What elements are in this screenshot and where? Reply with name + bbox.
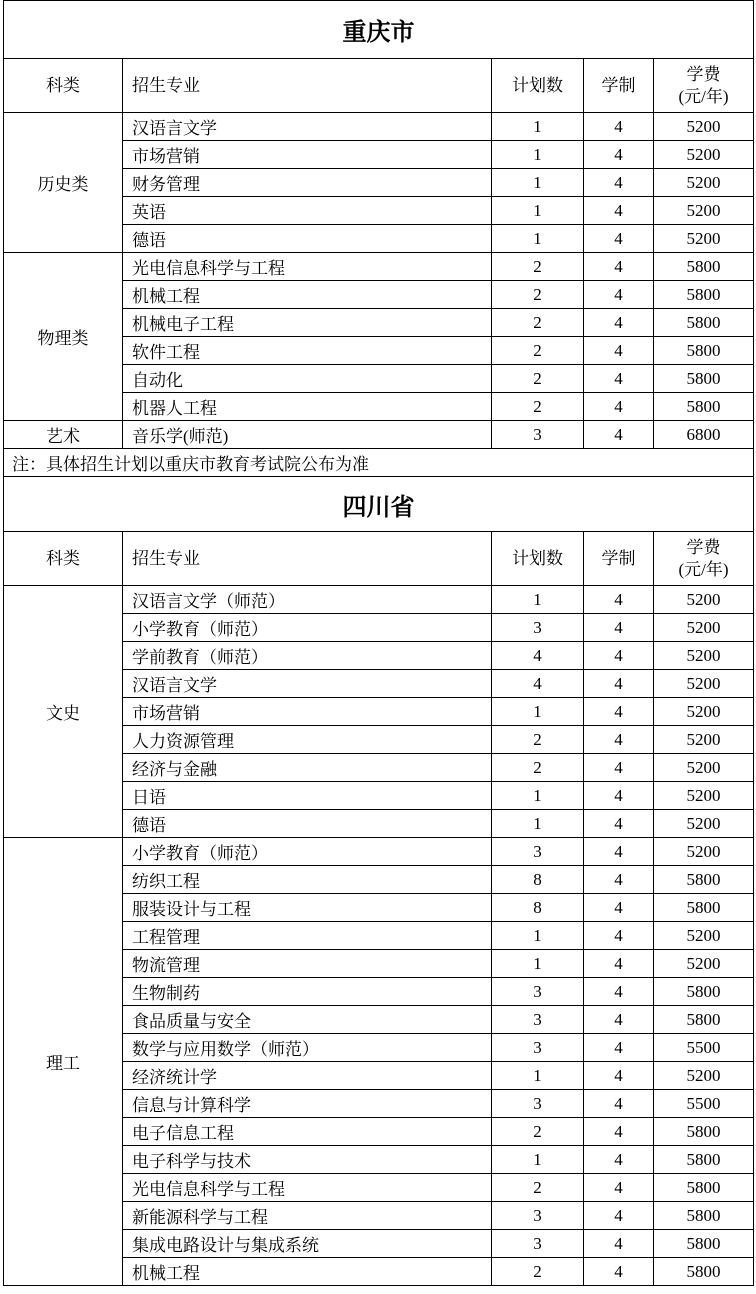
- years-cell: 4: [584, 309, 654, 337]
- fee-cell: 6800: [654, 421, 754, 449]
- major-cell: 电子科学与技术: [123, 1146, 492, 1174]
- note-text: 注：具体招生计划以重庆市教育考试院公布为准: [4, 449, 754, 477]
- fee-cell: 5800: [654, 309, 754, 337]
- years-cell: 4: [584, 253, 654, 281]
- major-cell: 机器人工程: [123, 393, 492, 421]
- plan-cell: 2: [492, 365, 584, 393]
- plan-cell: 1: [492, 782, 584, 810]
- admission-plan-table: [3, 0, 754, 1286]
- fee-cell: 5200: [654, 614, 754, 642]
- plan-cell: 3: [492, 1230, 584, 1258]
- years-cell: 4: [584, 1258, 654, 1286]
- years-cell: 4: [584, 1062, 654, 1090]
- fee-cell: 5800: [654, 337, 754, 365]
- table-row: [4, 113, 754, 141]
- years-cell: 4: [584, 866, 654, 894]
- years-cell: 4: [584, 1118, 654, 1146]
- major-cell: 经济统计学: [123, 1062, 492, 1090]
- plan-cell: 3: [492, 978, 584, 1006]
- header-plan: 计划数: [492, 532, 584, 586]
- fee-cell: 5200: [654, 113, 754, 141]
- fee-cell: 5200: [654, 838, 754, 866]
- years-cell: 4: [584, 642, 654, 670]
- major-cell: 机械工程: [123, 1258, 492, 1286]
- major-cell: 信息与计算科学: [123, 1090, 492, 1118]
- fee-cell: 5800: [654, 1174, 754, 1202]
- fee-cell: 5800: [654, 253, 754, 281]
- years-cell: 4: [584, 365, 654, 393]
- category-cell: 历史类: [4, 113, 123, 253]
- plan-cell: 2: [492, 337, 584, 365]
- fee-cell: 5500: [654, 1034, 754, 1062]
- major-cell: 纺织工程: [123, 866, 492, 894]
- years-cell: 4: [584, 141, 654, 169]
- section-title: 重庆市: [4, 1, 754, 59]
- plan-cell: 1: [492, 810, 584, 838]
- plan-cell: 2: [492, 253, 584, 281]
- major-cell: 光电信息科学与工程: [123, 1174, 492, 1202]
- header-major: 招生专业: [123, 59, 492, 113]
- header-fee-line1: 学费: [686, 537, 721, 557]
- fee-cell: 5800: [654, 978, 754, 1006]
- header-row: [4, 59, 754, 113]
- major-cell: 市场营销: [123, 141, 492, 169]
- section-title-row: [4, 1, 754, 59]
- major-cell: 市场营销: [123, 698, 492, 726]
- plan-cell: 2: [492, 726, 584, 754]
- years-cell: 4: [584, 225, 654, 253]
- category-cell: 理工: [4, 838, 123, 1286]
- major-cell: 物流管理: [123, 950, 492, 978]
- plan-cell: 1: [492, 1062, 584, 1090]
- plan-cell: 3: [492, 1034, 584, 1062]
- years-cell: 4: [584, 393, 654, 421]
- fee-cell: 5800: [654, 1118, 754, 1146]
- major-cell: 自动化: [123, 365, 492, 393]
- plan-cell: 4: [492, 642, 584, 670]
- fee-cell: 5200: [654, 169, 754, 197]
- plan-cell: 3: [492, 421, 584, 449]
- years-cell: 4: [584, 281, 654, 309]
- fee-cell: 5200: [654, 698, 754, 726]
- fee-cell: 5800: [654, 1258, 754, 1286]
- years-cell: 4: [584, 782, 654, 810]
- years-cell: 4: [584, 586, 654, 614]
- plan-cell: 2: [492, 309, 584, 337]
- major-cell: 日语: [123, 782, 492, 810]
- header-category: 科类: [4, 59, 123, 113]
- plan-cell: 3: [492, 1090, 584, 1118]
- fee-cell: 5200: [654, 225, 754, 253]
- plan-cell: 8: [492, 894, 584, 922]
- plan-cell: 3: [492, 838, 584, 866]
- years-cell: 4: [584, 754, 654, 782]
- plan-cell: 2: [492, 754, 584, 782]
- table-row: [4, 838, 754, 866]
- plan-cell: 2: [492, 1174, 584, 1202]
- fee-cell: 5800: [654, 894, 754, 922]
- header-plan: 计划数: [492, 59, 584, 113]
- category-cell: 艺术: [4, 421, 123, 449]
- header-years: 学制: [584, 59, 654, 113]
- fee-cell: 5800: [654, 1202, 754, 1230]
- fee-cell: 5800: [654, 393, 754, 421]
- years-cell: 4: [584, 1090, 654, 1118]
- fee-cell: 5200: [654, 1062, 754, 1090]
- plan-cell: 2: [492, 393, 584, 421]
- fee-cell: 5800: [654, 365, 754, 393]
- years-cell: 4: [584, 978, 654, 1006]
- years-cell: 4: [584, 670, 654, 698]
- major-cell: 经济与金融: [123, 754, 492, 782]
- years-cell: 4: [584, 1202, 654, 1230]
- plan-cell: 1: [492, 922, 584, 950]
- fee-cell: 5200: [654, 141, 754, 169]
- plan-cell: 1: [492, 197, 584, 225]
- major-cell: 小学教育（师范）: [123, 838, 492, 866]
- category-cell: 文史: [4, 586, 123, 838]
- years-cell: 4: [584, 421, 654, 449]
- admission-plan-document: [3, 0, 753, 1286]
- fee-cell: 5200: [654, 670, 754, 698]
- fee-cell: 5200: [654, 782, 754, 810]
- years-cell: 4: [584, 698, 654, 726]
- major-cell: 学前教育（师范）: [123, 642, 492, 670]
- major-cell: 机械电子工程: [123, 309, 492, 337]
- plan-cell: 4: [492, 670, 584, 698]
- fee-cell: 5200: [654, 197, 754, 225]
- header-fee-line2: (元/年): [678, 559, 729, 579]
- plan-cell: 1: [492, 950, 584, 978]
- plan-cell: 2: [492, 1258, 584, 1286]
- fee-cell: 5200: [654, 586, 754, 614]
- plan-cell: 1: [492, 225, 584, 253]
- major-cell: 数学与应用数学（师范）: [123, 1034, 492, 1062]
- major-cell: 集成电路设计与集成系统: [123, 1230, 492, 1258]
- fee-cell: 5800: [654, 1146, 754, 1174]
- plan-cell: 2: [492, 1118, 584, 1146]
- years-cell: 4: [584, 838, 654, 866]
- major-cell: 软件工程: [123, 337, 492, 365]
- major-cell: 音乐学(师范): [123, 421, 492, 449]
- years-cell: 4: [584, 614, 654, 642]
- section-title: 四川省: [4, 477, 754, 532]
- years-cell: 4: [584, 197, 654, 225]
- header-row: [4, 532, 754, 586]
- years-cell: 4: [584, 894, 654, 922]
- plan-cell: 1: [492, 169, 584, 197]
- fee-cell: 5800: [654, 1006, 754, 1034]
- years-cell: 4: [584, 1230, 654, 1258]
- fee-cell: 5200: [654, 754, 754, 782]
- years-cell: 4: [584, 1146, 654, 1174]
- major-cell: 新能源科学与工程: [123, 1202, 492, 1230]
- major-cell: 人力资源管理: [123, 726, 492, 754]
- plan-cell: 3: [492, 1006, 584, 1034]
- plan-cell: 2: [492, 281, 584, 309]
- fee-cell: 5200: [654, 922, 754, 950]
- years-cell: 4: [584, 337, 654, 365]
- header-years: 学制: [584, 532, 654, 586]
- fee-cell: 5800: [654, 281, 754, 309]
- note-row: [4, 449, 754, 477]
- fee-cell: 5500: [654, 1090, 754, 1118]
- plan-cell: 1: [492, 586, 584, 614]
- header-major: 招生专业: [123, 532, 492, 586]
- years-cell: 4: [584, 113, 654, 141]
- header-fee-line1: 学费: [686, 64, 721, 84]
- major-cell: 电子信息工程: [123, 1118, 492, 1146]
- major-cell: 德语: [123, 810, 492, 838]
- major-cell: 服装设计与工程: [123, 894, 492, 922]
- major-cell: 机械工程: [123, 281, 492, 309]
- major-cell: 英语: [123, 197, 492, 225]
- section-title-row: [4, 477, 754, 532]
- plan-cell: 1: [492, 698, 584, 726]
- fee-cell: 5200: [654, 726, 754, 754]
- major-cell: 汉语言文学（师范）: [123, 586, 492, 614]
- years-cell: 4: [584, 922, 654, 950]
- major-cell: 生物制药: [123, 978, 492, 1006]
- table-row: [4, 253, 754, 281]
- fee-cell: 5800: [654, 866, 754, 894]
- years-cell: 4: [584, 810, 654, 838]
- plan-cell: 3: [492, 1202, 584, 1230]
- fee-cell: 5800: [654, 1230, 754, 1258]
- header-fee-line2: (元/年): [678, 86, 729, 106]
- fee-cell: 5200: [654, 810, 754, 838]
- years-cell: 4: [584, 950, 654, 978]
- years-cell: 4: [584, 726, 654, 754]
- plan-cell: 1: [492, 141, 584, 169]
- plan-cell: 1: [492, 1146, 584, 1174]
- fee-cell: 5200: [654, 950, 754, 978]
- years-cell: 4: [584, 1174, 654, 1202]
- major-cell: 食品质量与安全: [123, 1006, 492, 1034]
- years-cell: 4: [584, 169, 654, 197]
- major-cell: 小学教育（师范）: [123, 614, 492, 642]
- table-row: [4, 586, 754, 614]
- plan-cell: 1: [492, 113, 584, 141]
- major-cell: 工程管理: [123, 922, 492, 950]
- major-cell: 财务管理: [123, 169, 492, 197]
- major-cell: 德语: [123, 225, 492, 253]
- major-cell: 汉语言文学: [123, 670, 492, 698]
- years-cell: 4: [584, 1006, 654, 1034]
- plan-cell: 8: [492, 866, 584, 894]
- major-cell: 汉语言文学: [123, 113, 492, 141]
- years-cell: 4: [584, 1034, 654, 1062]
- header-fee: [654, 532, 754, 586]
- plan-cell: 3: [492, 614, 584, 642]
- header-category: 科类: [4, 532, 123, 586]
- table-row: [4, 421, 754, 449]
- major-cell: 光电信息科学与工程: [123, 253, 492, 281]
- header-fee: [654, 59, 754, 113]
- fee-cell: 5200: [654, 642, 754, 670]
- category-cell: 物理类: [4, 253, 123, 421]
